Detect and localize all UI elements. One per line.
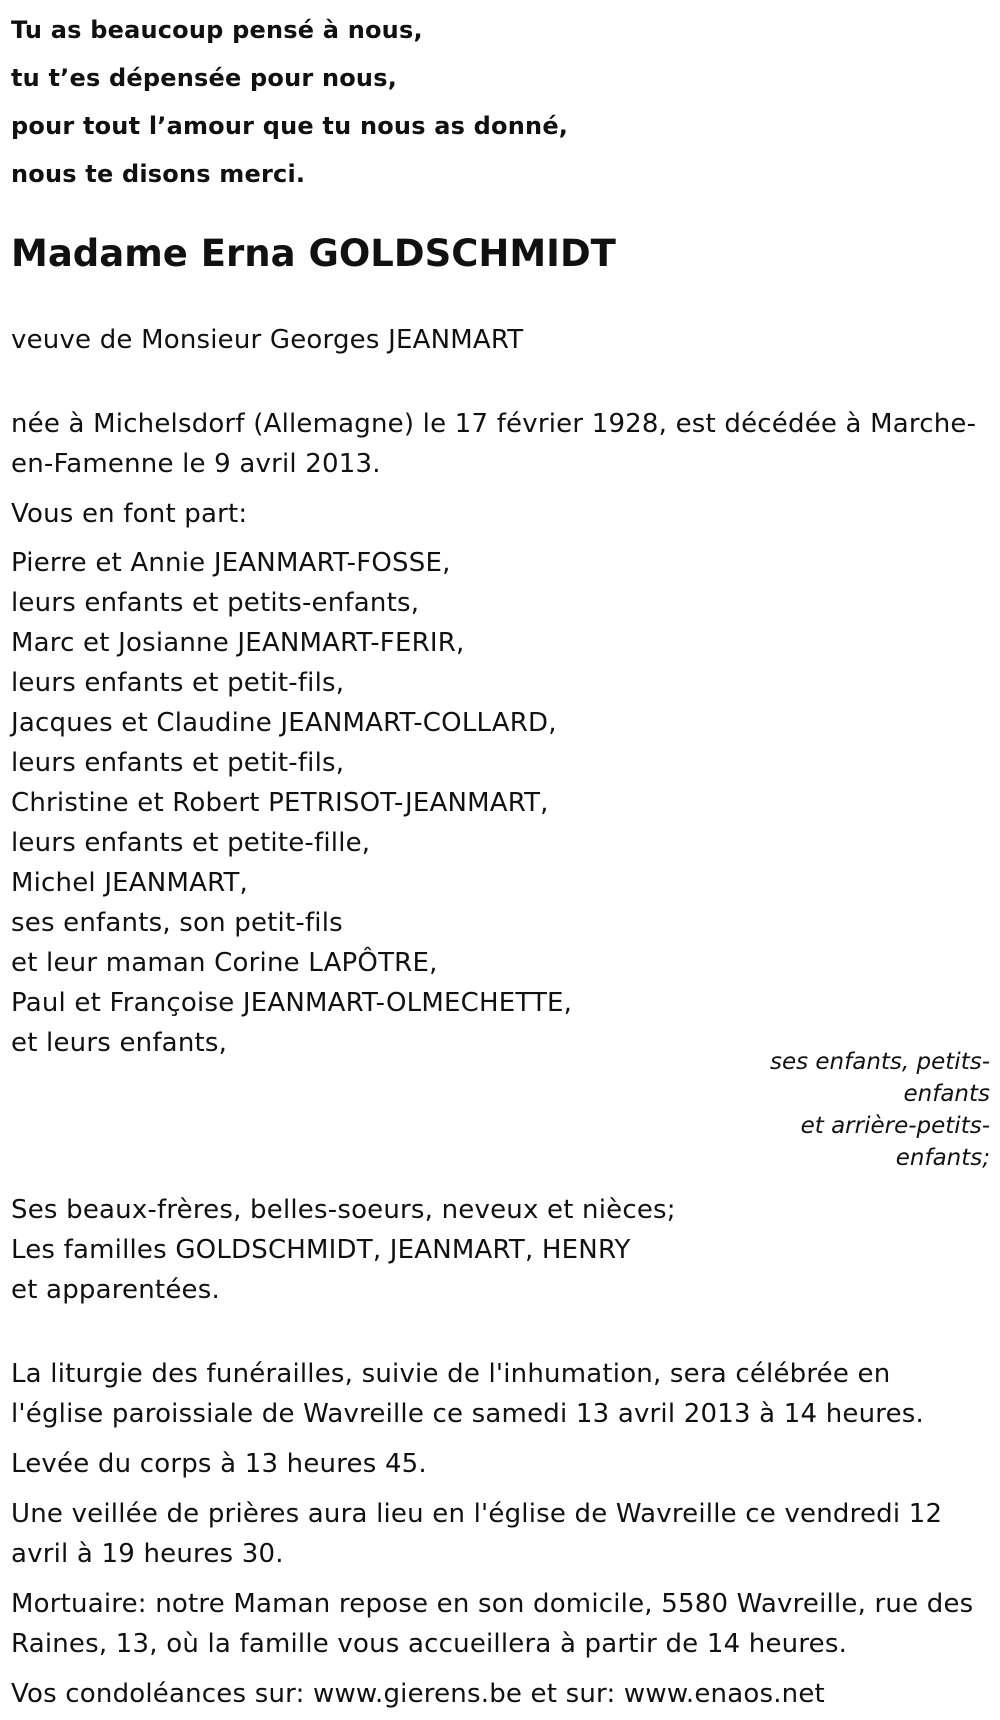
levee-line: Levée du corps à 13 heures 45. — [11, 1449, 427, 1479]
family-line: leurs enfants et petite-fille, — [11, 828, 371, 858]
family-list — [11, 543, 572, 1063]
relatives-line: Ses beaux-frères, belles-soeurs, neveux et nièces; — [11, 1195, 676, 1225]
widow-line: veuve de Monsieur Georges JEANMART — [11, 325, 524, 355]
poem-line: pour tout l’amour que tu nous as donné, — [11, 112, 569, 140]
family-line: leurs enfants et petits-enfants, — [11, 588, 420, 618]
announce-line: Vous en font part: — [11, 499, 248, 529]
family-line: Michel JEANMART, — [11, 868, 248, 898]
family-line: Jacques et Claudine JEANMART-COLLARD, — [11, 708, 557, 738]
mortuary-paragraph: Mortuaire: notre Maman repose en son domicile, 5580 Wavreille, rue des Raines, 13, où la famille vous accueillera à partir de 14 heures. — [11, 1589, 974, 1659]
family-line: ses enfants, son petit-fils — [11, 908, 343, 938]
family-line: et leurs enfants, — [11, 1028, 228, 1058]
descendants-line: enfants — [903, 1081, 990, 1107]
descendants-line: ses enfants, petits- — [769, 1049, 990, 1075]
family-line: leurs enfants et petit-fils, — [11, 668, 345, 698]
family-line: Christine et Robert PETRISOT-JEANMART, — [11, 788, 549, 818]
family-line: Pierre et Annie JEANMART-FOSSE, — [11, 548, 451, 578]
family-line: Marc et Josianne JEANMART-FERIR, — [11, 628, 465, 658]
relatives-list — [11, 1190, 676, 1310]
poem-line: tu t’es dépensée pour nous, — [11, 64, 398, 92]
deceased-name: Madame Erna GOLDSCHMIDT — [11, 232, 616, 275]
liturgy-paragraph: La liturgie des funérailles, suivie de l'inhumation, sera célébrée en l'église paroissiale de Wavreille ce samedi 13 avril 2013 à 14 heures. — [11, 1359, 924, 1429]
family-line: et leur maman Corine LAPÔTRE, — [11, 948, 438, 978]
vigil-paragraph: Une veillée de prières aura lieu en l'église de Wavreille ce vendredi 12 avril à 19 heures 30. — [11, 1499, 943, 1569]
condolences-line: Vos condoléances sur: www.gierens.be et sur: www.enaos.net — [11, 1679, 825, 1709]
poem-block — [11, 6, 568, 198]
descendants-line: enfants; — [895, 1145, 990, 1171]
relatives-line: Les familles GOLDSCHMIDT, JEANMART, HENRY — [11, 1235, 631, 1265]
poem-line: Tu as beaucoup pensé à nous, — [11, 16, 423, 44]
descendants-line: et arrière-petits- — [800, 1113, 990, 1139]
birth-death-paragraph: née à Michelsdorf (Allemagne) le 17 février 1928, est décédée à Marche-en-Famenne le 9 avril 2013. — [11, 409, 977, 479]
family-line: leurs enfants et petit-fils, — [11, 748, 345, 778]
family-line: Paul et Françoise JEANMART-OLMECHETTE, — [11, 988, 573, 1018]
poem-line: nous te disons merci. — [11, 160, 306, 188]
descendants-note — [730, 1046, 990, 1174]
relatives-line: et apparentées. — [11, 1275, 220, 1305]
